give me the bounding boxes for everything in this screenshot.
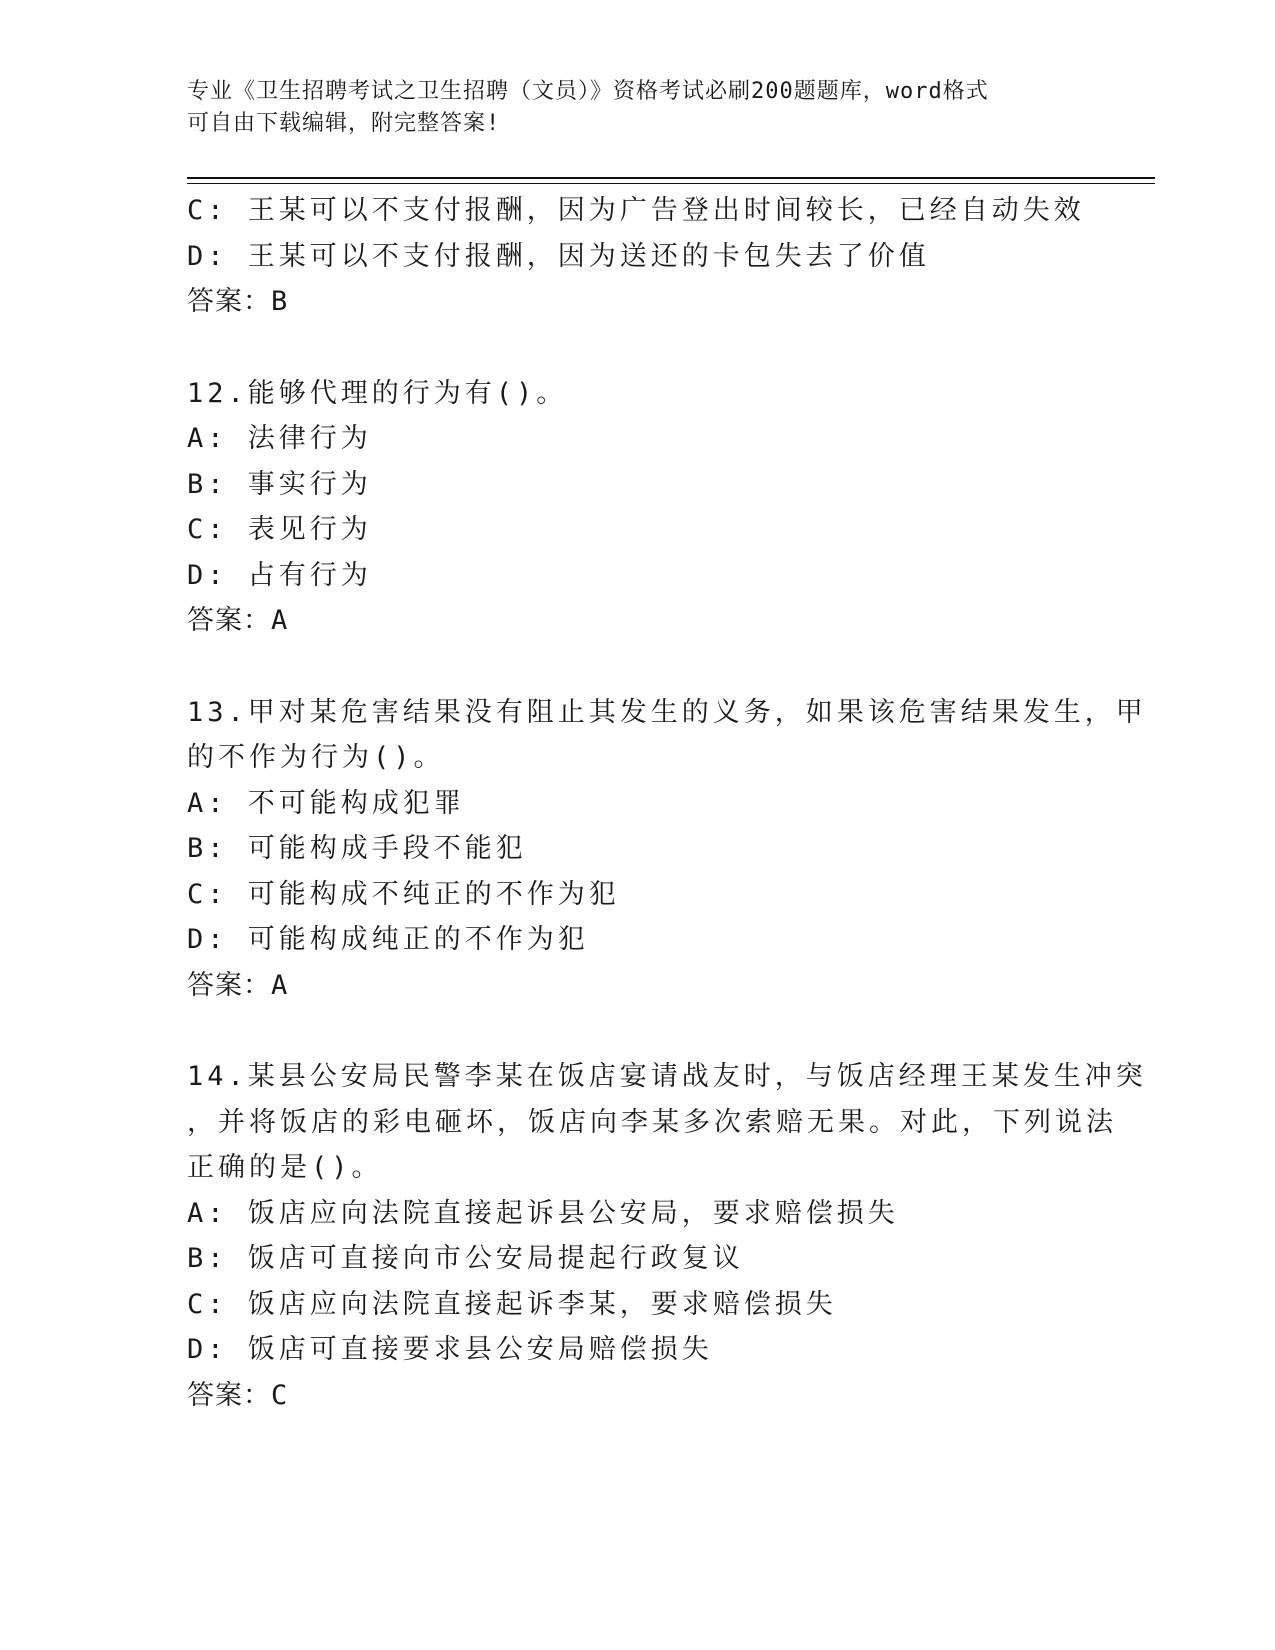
- question-list: [187, 188, 1147, 1418]
- option-b: B: 饭店可直接向市公安局提起行政复议: [187, 1243, 744, 1274]
- header-title-line-1: 专业《卫生招聘考试之卫生招聘（文员）》资格考试必刷200题题库，word格式: [187, 79, 989, 104]
- question-14: [187, 1054, 1147, 1418]
- question-stem: 14.某县公安局民警李某在饭店宴请战友时，与饭店经理王某发生冲突: [187, 1061, 1147, 1092]
- answer-line: 答案：B: [187, 286, 289, 317]
- option-c: C: 表见行为: [187, 514, 372, 545]
- option-d: D: 饭店可直接要求县公安局赔偿损失: [187, 1334, 713, 1365]
- option-a: A: 饭店应向法院直接起诉县公安局，要求赔偿损失: [187, 1197, 899, 1229]
- option-d: D: 占有行为: [187, 559, 372, 591]
- question-12: [187, 371, 1087, 644]
- option-d: D: 可能构成纯正的不作为犯: [187, 924, 589, 955]
- question-stem: 正确的是()。: [187, 1152, 383, 1183]
- question-stem: 12.能够代理的行为有()。: [187, 377, 568, 409]
- option-c: C: 饭店应向法院直接起诉李某，要求赔偿损失: [187, 1288, 837, 1320]
- header-title-line-2: 可自由下载编辑，附完整答案!: [187, 111, 501, 136]
- question-13: [187, 690, 1147, 1009]
- answer-line: 答案：A: [187, 969, 289, 1001]
- question-11-continued: [187, 188, 1087, 325]
- question-stem: 13.甲对某危害结果没有阻止其发生的义务，如果该危害结果发生，甲: [187, 696, 1147, 728]
- document-header: [187, 76, 1087, 140]
- option-d: D: 王某可以不支付报酬，因为送还的卡包失去了价值: [187, 240, 930, 272]
- option-a: A: 法律行为: [187, 423, 372, 454]
- header-divider-thin: [187, 183, 1155, 184]
- option-b: B: 事实行为: [187, 468, 372, 500]
- option-c: C: 王某可以不支付报酬，因为广告登出时间较长，已经自动失效: [187, 195, 1085, 226]
- header-divider-thick: [187, 177, 1155, 179]
- option-c: C: 可能构成不纯正的不作为犯: [187, 878, 620, 910]
- question-stem: ，并将饭店的彩电砸坏，饭店向李某多次索赔无果。对此，下列说法: [187, 1106, 1117, 1138]
- answer-line: 答案：C: [187, 1379, 289, 1411]
- option-b: B: 可能构成手段不能犯: [187, 833, 527, 864]
- option-a: A: 不可能构成犯罪: [187, 787, 465, 819]
- question-stem: 的不作为行为()。: [187, 742, 445, 773]
- answer-line: 答案：A: [187, 605, 289, 636]
